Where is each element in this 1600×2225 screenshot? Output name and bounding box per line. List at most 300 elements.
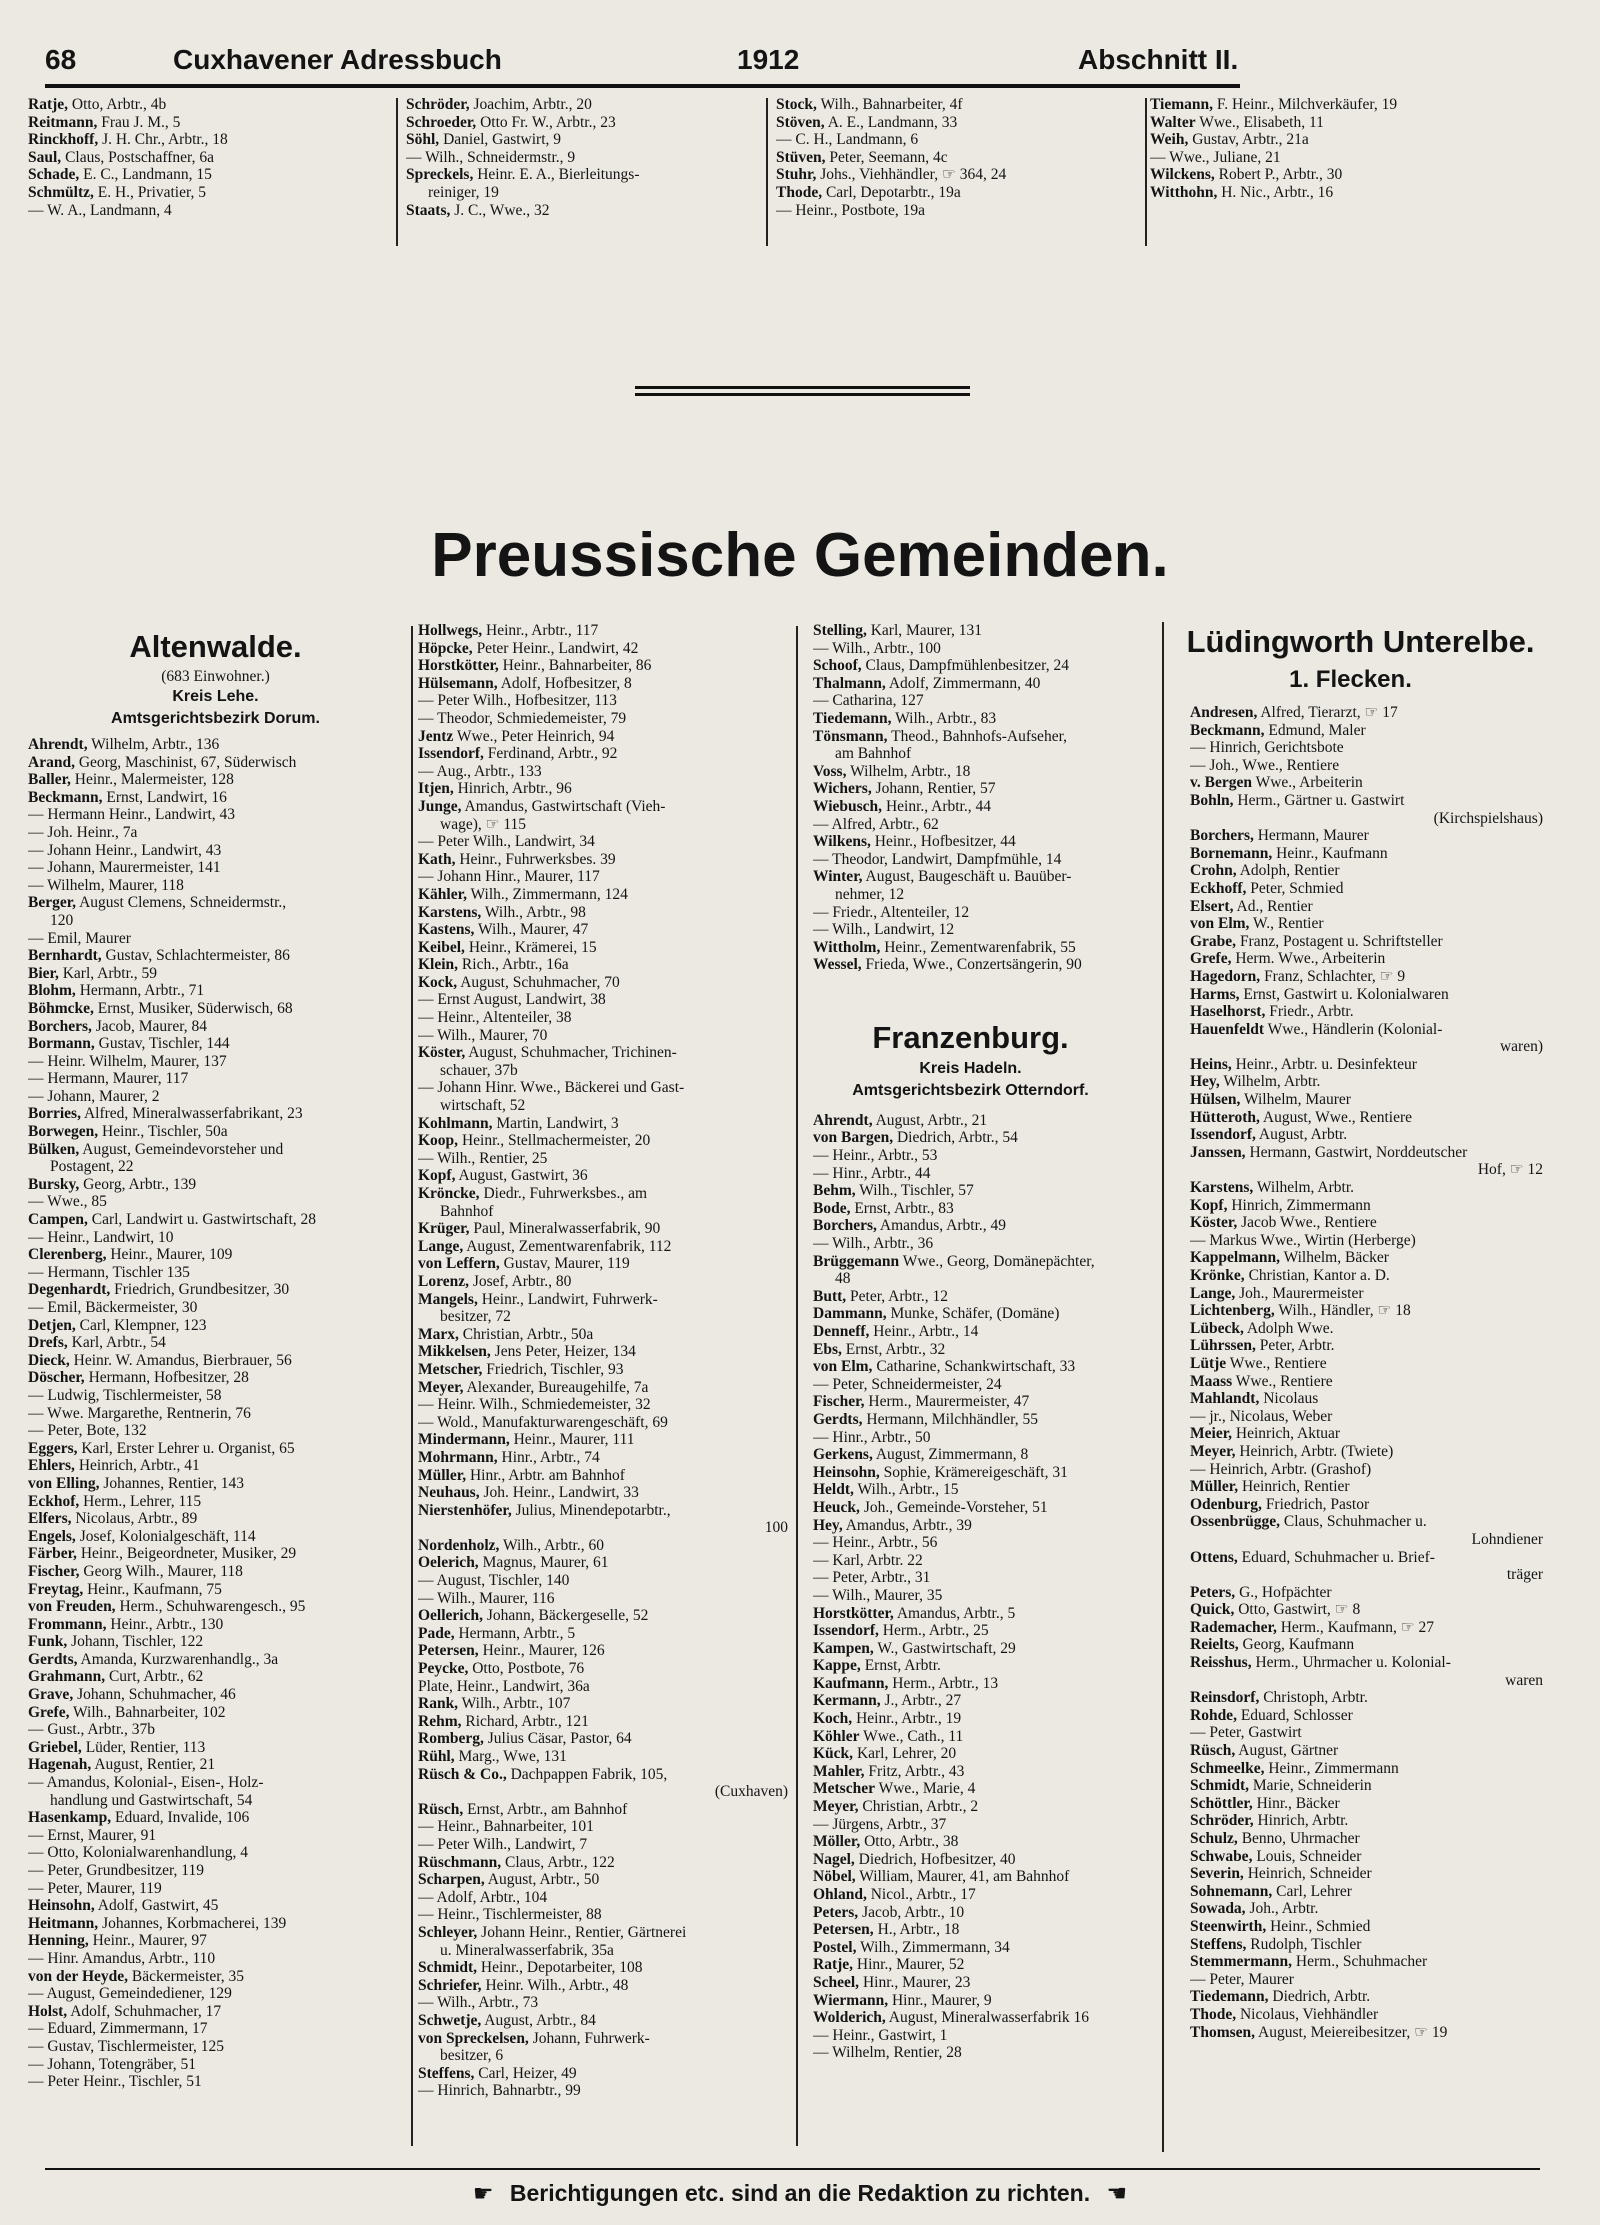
entry-details: — Hermann, Maurer, 117 xyxy=(28,1070,189,1088)
entry-surname: Sowada, xyxy=(1190,1900,1246,1918)
entry-list-continued xyxy=(783,622,1158,974)
entry-details: Ernst, Musiker, Süderwisch, 68 xyxy=(93,999,293,1017)
entry-details: Alfred, Mineralwasserfabrikant, 23 xyxy=(80,1105,303,1123)
directory-entry xyxy=(418,1836,788,1854)
directory-entry xyxy=(813,1517,1158,1535)
directory-entry xyxy=(1190,1461,1543,1479)
entry-details: Heinrich, Schneider xyxy=(1243,1865,1372,1883)
entry-details: Jens Peter, Heizer, 134 xyxy=(490,1343,636,1361)
entry-details: — Wilh., Maurer, 116 xyxy=(418,1589,555,1607)
entry-details: Hermann, Arbtr., 5 xyxy=(454,1624,576,1642)
entry-details: Johann, Tischler, 122 xyxy=(67,1633,204,1651)
entry-surname: Kohlmann, xyxy=(418,1114,493,1132)
entry-details: — Wilh., Arbtr., 36 xyxy=(813,1235,934,1253)
entry-surname: Müller, xyxy=(1190,1478,1239,1496)
entry-details: — Johann, Totengräber, 51 xyxy=(28,2055,197,2073)
directory-entry xyxy=(28,1422,403,1440)
entry-details: — Gust., Arbtr., 37b xyxy=(28,1721,156,1739)
directory-entry xyxy=(1190,1707,1543,1725)
column-altenwalde xyxy=(28,622,403,2091)
directory-entry xyxy=(418,816,788,834)
entry-surname: Beckmann, xyxy=(1190,721,1265,739)
entry-surname: Eckhoff, xyxy=(1190,879,1247,897)
entry-details: Heinr. Wilh., Arbtr., 48 xyxy=(481,1976,629,1994)
double-rule-bottom xyxy=(635,393,970,396)
entry-details: Diedrich, Arbtr. xyxy=(1268,1988,1371,2006)
entry-surname: Neuhaus, xyxy=(418,1484,480,1502)
entry-details: Diedrich, Hofbesitzer, 40 xyxy=(854,1850,1016,1868)
directory-entry xyxy=(28,947,403,965)
entry-details: wirtschaft, 52 xyxy=(440,1097,526,1115)
directory-entry xyxy=(28,1545,403,1563)
entry-details: Adolf, Zimmermann, 40 xyxy=(885,674,1041,692)
entry-surname: Stüven, xyxy=(776,148,826,166)
entry-details: Wwe., Händlerin (Kolonial- xyxy=(1264,1020,1443,1038)
entry-details: — Peter, Maurer xyxy=(1190,1970,1294,1988)
entry-details: Eduard, Schuhmacher u. Brief- xyxy=(1237,1548,1435,1566)
entry-surname: Nierstenhöfer, xyxy=(418,1501,512,1519)
entry-surname: Heinsohn, xyxy=(28,1897,95,1915)
entry-surname: Heuck, xyxy=(813,1498,860,1516)
entry-details: Christian, Kantor a. D. xyxy=(1244,1267,1390,1284)
entry-surname: Drefs, xyxy=(28,1334,68,1352)
directory-entry xyxy=(1190,1830,1543,1848)
entry-surname: Krönke, xyxy=(1190,1267,1245,1284)
entry-details: Johannes, Korbmacherei, 139 xyxy=(98,1914,287,1932)
entry-details: — Otto, Kolonialwarenhandlung, 4 xyxy=(28,1844,248,1862)
entry-surname: Grefe, xyxy=(28,1703,70,1721)
entry-details: Jacob, Arbtr., 10 xyxy=(858,1903,965,1921)
entry-details: Christian, Arbtr., 2 xyxy=(858,1798,979,1816)
directory-entry xyxy=(1150,96,1550,114)
directory-entry xyxy=(418,1079,788,1097)
entry-details: J., Arbtr., 27 xyxy=(880,1692,962,1710)
entry-details: — Wilh., Arbtr., 100 xyxy=(813,639,941,657)
directory-entry xyxy=(1190,704,1543,722)
directory-entry xyxy=(813,692,1158,710)
entry-surname: Itjen, xyxy=(418,780,454,798)
entry-details: Friedr., Arbtr. xyxy=(1265,1003,1354,1021)
entry-details: Herm., Gärtner u. Gastwirt xyxy=(1233,791,1405,809)
entry-surname: Tönsmann, xyxy=(813,727,888,745)
directory-entry xyxy=(418,1414,788,1432)
entry-surname: Eckhof, xyxy=(28,1492,80,1510)
entry-surname: Lange, xyxy=(418,1237,464,1255)
entry-surname: Schmeelke, xyxy=(1190,1759,1265,1777)
entry-details: Wilh., Arbtr., 60 xyxy=(499,1536,604,1554)
entry-details: Amandus, Gastwirtschaft (Vieh- xyxy=(461,797,666,815)
entry-surname: Detjen, xyxy=(28,1316,76,1334)
directory-entry xyxy=(418,2030,788,2048)
entry-details: — Wilh., Maurer, 35 xyxy=(813,1586,943,1604)
entry-details: August, Zementwarenfabrik, 112 xyxy=(463,1237,672,1255)
entry-surname: Hollwegs, xyxy=(418,622,483,639)
entry-details: — Peter Heinr., Tischler, 51 xyxy=(28,2073,202,2091)
entry-details: G., Hofpächter xyxy=(1235,1583,1332,1601)
entry-details: Benno, Uhrmacher xyxy=(1237,1830,1360,1847)
directory-entry xyxy=(1190,1883,1543,1901)
directory-entry xyxy=(813,1622,1158,1640)
entry-details: — Wilh., Arbtr., 73 xyxy=(418,1994,539,2012)
entry-details: Carl, Landwirt u. Gastwirtschaft, 28 xyxy=(87,1211,316,1229)
entry-surname: Tiedemann, xyxy=(813,709,892,727)
directory-entry xyxy=(418,745,788,763)
entry-details: Hinr., Maurer, 9 xyxy=(888,1991,992,2009)
directory-entry xyxy=(418,1977,788,1995)
directory-entry xyxy=(1190,1654,1543,1672)
directory-entry xyxy=(1190,1056,1543,1074)
directory-entry xyxy=(1190,1513,1543,1531)
directory-entry xyxy=(28,131,383,149)
entry-details: Otto, Gastwirt, ☞ 8 xyxy=(1234,1601,1361,1619)
directory-entry xyxy=(813,1640,1158,1658)
entry-surname: Kopf, xyxy=(1190,1196,1228,1214)
directory-entry xyxy=(813,1939,1158,1957)
directory-entry xyxy=(28,1581,403,1599)
entry-surname: Lange, xyxy=(1190,1284,1236,1302)
directory-entry xyxy=(813,1886,1158,1904)
entry-details: Otto, Arbtr., 4b xyxy=(68,96,167,113)
directory-entry xyxy=(406,114,776,132)
entry-details: — Hinrich, Bahnarbtr., 99 xyxy=(418,2082,581,2100)
directory-entry xyxy=(813,1182,1158,1200)
entry-details: — Wold., Manufakturwarengeschäft, 69 xyxy=(418,1413,668,1431)
entry-surname: v. Bergen xyxy=(1190,774,1252,792)
directory-entry xyxy=(28,824,403,842)
entry-surname: Hey, xyxy=(813,1516,843,1534)
entry-details: Herm., Uhrmacher u. Kolonial- xyxy=(1251,1654,1451,1672)
entry-surname: Clerenberg, xyxy=(28,1246,107,1264)
directory-entry xyxy=(1190,792,1543,810)
entry-surname: Lorenz, xyxy=(418,1272,469,1290)
directory-entry xyxy=(28,1387,403,1405)
entry-surname: Schoof, xyxy=(813,657,862,675)
directory-entry xyxy=(28,1035,403,1053)
entry-surname: Elfers, xyxy=(28,1510,72,1528)
directory-entry xyxy=(28,1844,403,1862)
entry-surname: Wilckens, xyxy=(1150,166,1215,184)
entry-details: — Heinr., Bahnarbeiter, 101 xyxy=(418,1818,594,1836)
entry-details: Nicolaus xyxy=(1259,1390,1319,1408)
entry-details: — Peter, Bote, 132 xyxy=(28,1422,147,1440)
directory-entry xyxy=(28,930,403,948)
directory-entry xyxy=(813,956,1158,974)
entry-surname: Scharpen, xyxy=(418,1871,485,1889)
entry-surname: Brüggemann xyxy=(813,1252,900,1270)
entry-surname: Grefe, xyxy=(1190,950,1232,968)
directory-entry xyxy=(418,1625,788,1643)
directory-entry xyxy=(418,728,788,746)
entry-details: Bahnhof xyxy=(440,1202,494,1220)
entry-surname: Schröder, xyxy=(406,96,470,113)
directory-entry xyxy=(813,1605,1158,1623)
directory-entry xyxy=(418,833,788,851)
directory-entry xyxy=(28,789,403,807)
entry-surname: Baller, xyxy=(28,771,71,789)
directory-entry xyxy=(813,710,1158,728)
entry-surname: Ebs, xyxy=(813,1340,842,1358)
entry-surname: Kermann, xyxy=(813,1692,881,1710)
entry-surname: von Freuden, xyxy=(28,1598,116,1616)
directory-entry xyxy=(813,921,1158,939)
entry-surname: von Elling, xyxy=(28,1474,100,1492)
directory-entry xyxy=(813,1921,1158,1939)
entry-details: Heinr., Schmied xyxy=(1266,1917,1371,1935)
entry-surname: Wittholm, xyxy=(813,938,881,956)
year: 1912 xyxy=(737,44,800,75)
entry-surname: Nordenholz, xyxy=(418,1536,500,1554)
entry-details: Adolf, Schuhmacher, 17 xyxy=(67,2002,222,2020)
entry-surname: Böhmcke, xyxy=(28,999,94,1017)
entry-details: waren) xyxy=(1499,1038,1543,1056)
directory-entry xyxy=(418,640,788,658)
entry-surname: Koch, xyxy=(813,1710,853,1728)
entry-details: Herm., Schuhmacher xyxy=(1292,1953,1428,1971)
directory-entry xyxy=(418,1484,788,1502)
entry-details: Peter, Seemann, 4c xyxy=(825,148,948,166)
directory-entry xyxy=(1190,968,1543,986)
entry-surname: Severin, xyxy=(1190,1865,1244,1883)
directory-entry xyxy=(28,1457,403,1475)
directory-entry xyxy=(418,1766,788,1784)
directory-entry xyxy=(1190,1795,1543,1813)
entry-details: Joachim, Arbtr., 20 xyxy=(469,96,592,113)
entry-details: Hinr., Maurer, 23 xyxy=(859,1973,971,1991)
entry-surname: Hasenkamp, xyxy=(28,1809,112,1827)
directory-entry xyxy=(418,1361,788,1379)
entry-surname: Nagel, xyxy=(813,1850,855,1868)
directory-entry xyxy=(1190,1672,1543,1690)
entry-surname: Ohland, xyxy=(813,1886,867,1903)
entry-details: August, Schuhmacher, Trichinen- xyxy=(465,1044,677,1062)
directory-entry xyxy=(418,1994,788,2012)
entry-details: Hinrich, Arbtr. xyxy=(1253,1812,1349,1830)
entry-details: Friedrich, Pastor xyxy=(1261,1495,1370,1513)
book-title: Cuxhavener Adressbuch xyxy=(173,44,502,75)
entry-details: Hinr., Arbtr. am Bahnhof xyxy=(466,1466,625,1484)
entry-surname: Blohm, xyxy=(28,982,76,1000)
entry-details: Heinr., Maurer, 126 xyxy=(478,1642,605,1660)
directory-entry xyxy=(813,1763,1158,1781)
top-column-4 xyxy=(1150,96,1550,202)
entry-surname: Bülken, xyxy=(28,1140,80,1158)
directory-entry xyxy=(813,798,1158,816)
entry-surname: Sohnemann, xyxy=(1190,1882,1273,1900)
entry-surname: Kastens, xyxy=(418,921,475,939)
directory-entry xyxy=(28,1158,403,1176)
entry-details: Munke, Schäfer, (Domäne) xyxy=(886,1305,1060,1323)
directory-entry xyxy=(1190,1144,1543,1162)
entry-details: — Catharina, 127 xyxy=(813,692,924,710)
directory-entry xyxy=(1190,950,1543,968)
entry-details: H. Nic., Arbtr., 16 xyxy=(1217,183,1334,201)
entry-surname: Saul, xyxy=(28,148,62,166)
directory-entry xyxy=(1190,1936,1543,1954)
entry-surname: Färber, xyxy=(28,1545,77,1563)
entry-details: Hermann, Gastwirt, Norddeutscher xyxy=(1245,1143,1468,1161)
entry-details: Franz, Postagent u. Schriftsteller xyxy=(1236,932,1443,950)
entry-details: — Markus Wwe., Wirtin (Herberge) xyxy=(1190,1231,1416,1249)
directory-entry xyxy=(28,1668,403,1686)
entry-details: Ernst, Arbtr., 32 xyxy=(841,1340,946,1358)
column-divider xyxy=(396,98,398,246)
directory-entry xyxy=(813,868,1158,886)
entry-details: — Peter Wilh., Landwirt, 7 xyxy=(418,1835,588,1853)
pointing-hand-left-icon: ☚ xyxy=(1106,2180,1128,2206)
entry-surname: Odenburg, xyxy=(1190,1495,1262,1513)
entry-details: Hinr., Bäcker xyxy=(1252,1794,1340,1812)
directory-entry xyxy=(813,1974,1158,1992)
entry-details: — Peter, Schneidermeister, 24 xyxy=(813,1375,1002,1393)
entry-details: Claus, Schuhmacher u. xyxy=(1280,1513,1427,1531)
entry-surname: Borries, xyxy=(28,1105,81,1123)
entry-surname: Rüsch & Co., xyxy=(418,1765,507,1783)
directory-entry xyxy=(28,2020,403,2038)
directory-entry xyxy=(1190,1742,1543,1760)
entry-surname: Witthohn, xyxy=(1150,183,1218,201)
entry-details: — Johann, Maurermeister, 141 xyxy=(28,859,221,877)
entry-details: — Aug., Arbtr., 133 xyxy=(418,762,542,780)
entry-surname: Bier, xyxy=(28,964,59,982)
entry-surname: Frommann, xyxy=(28,1615,107,1633)
directory-entry xyxy=(28,1070,403,1088)
entry-details: Peter, Arbtr., 12 xyxy=(846,1287,949,1305)
entry-details: August, Arbtr., 21 xyxy=(872,1111,988,1129)
entry-details: Josef, Kolonialgeschäft, 114 xyxy=(75,1527,256,1545)
entry-surname: Kappe, xyxy=(813,1657,861,1675)
entry-details: (Kirchspielshaus) xyxy=(1433,809,1543,827)
entry-surname: Maass xyxy=(1190,1372,1233,1390)
entry-details: — Heinr., Landwirt, 10 xyxy=(28,1228,174,1246)
entry-details: — Joh. Heinr., 7a xyxy=(28,823,138,841)
top-continuation-block xyxy=(28,96,1548,256)
entry-surname: Grabe, xyxy=(1190,932,1237,950)
entry-details: Wilhelm, Arbtr., 18 xyxy=(846,762,971,780)
entry-details: Heinr., Bahnarbeiter, 86 xyxy=(498,657,652,675)
entry-surname: Rühl, xyxy=(418,1748,455,1765)
directory-entry xyxy=(418,1308,788,1326)
directory-entry xyxy=(418,1062,788,1080)
entry-surname: Marx, xyxy=(418,1325,459,1343)
entry-surname: Keibel, xyxy=(418,938,465,956)
entry-surname: Hauenfeldt xyxy=(1190,1020,1265,1038)
directory-entry xyxy=(28,842,403,860)
entry-details: 48 xyxy=(835,1270,851,1288)
entry-surname: Degenhardt, xyxy=(28,1281,111,1299)
directory-entry xyxy=(776,114,1146,132)
entry-details: August Clemens, Schneidermstr., xyxy=(76,894,287,912)
entry-details: Ernst, Arbtr., 83 xyxy=(850,1199,954,1217)
entry-surname: Schriefer, xyxy=(418,1976,482,1994)
entry-details: J. C., Wwe., 32 xyxy=(450,201,550,219)
entry-details: Johann, Rentier, 57 xyxy=(871,780,996,798)
entry-surname: Wolderich, xyxy=(813,2009,886,2027)
entry-details: Wwe., Cath., 11 xyxy=(859,1727,964,1745)
entry-details: — Peter Wilh., Landwirt, 34 xyxy=(418,833,595,851)
entry-surname: Schöttler, xyxy=(1190,1794,1253,1812)
directory-entry xyxy=(418,2065,788,2083)
directory-entry xyxy=(813,640,1158,658)
entry-list-franzenburg xyxy=(783,1112,1158,2062)
entry-surname: Heitmann, xyxy=(28,1914,99,1932)
directory-entry xyxy=(406,149,776,167)
entry-details: Heinr., Beigeordneter, Musiker, 29 xyxy=(76,1545,297,1563)
entry-details: Adolf, Gastwirt, 45 xyxy=(94,1897,219,1915)
directory-entry xyxy=(813,1323,1158,1341)
entry-surname: Crohn, xyxy=(1190,862,1237,880)
directory-entry xyxy=(418,1660,788,1678)
entry-details: Heinrich, Arbtr., 41 xyxy=(74,1457,200,1475)
entry-surname: Kock, xyxy=(418,973,458,991)
main-columns xyxy=(28,622,1573,2162)
directory-entry xyxy=(1190,1549,1543,1567)
entry-surname: Campen, xyxy=(28,1211,88,1229)
entry-surname: Mangels, xyxy=(418,1290,478,1308)
entry-surname: Freytag, xyxy=(28,1580,84,1598)
entry-surname: Gerdts, xyxy=(28,1650,78,1668)
entry-surname: Heldt, xyxy=(813,1481,854,1499)
directory-entry xyxy=(28,1880,403,1898)
entry-surname: Peters, xyxy=(1190,1583,1236,1601)
entry-surname: Klein, xyxy=(418,956,459,974)
directory-entry xyxy=(418,2047,788,2065)
directory-entry xyxy=(776,96,1146,114)
entry-surname: Eggers, xyxy=(28,1439,78,1457)
entry-details: Friedrich, Tischler, 93 xyxy=(482,1360,624,1378)
directory-entry xyxy=(418,1009,788,1027)
directory-entry xyxy=(28,1528,403,1546)
directory-entry xyxy=(418,1906,788,1924)
entry-details: Rich., Arbtr., 16a xyxy=(458,956,569,974)
directory-entry xyxy=(418,1590,788,1608)
entry-surname: Wessel, xyxy=(813,956,862,974)
entry-details: Friedrich, Grundbesitzer, 30 xyxy=(110,1281,290,1299)
entry-details: Wilh., Arbtr., 15 xyxy=(853,1481,959,1499)
entry-surname: Heins, xyxy=(1190,1055,1232,1073)
directory-entry xyxy=(1190,757,1543,775)
entry-details: Josef, Arbtr., 80 xyxy=(468,1272,572,1290)
entry-details: — Heinr., Arbtr., 53 xyxy=(813,1147,938,1165)
entry-surname: Karstens, xyxy=(418,903,482,921)
directory-entry xyxy=(418,622,788,640)
entry-details: Nicolaus, Arbtr., 89 xyxy=(71,1510,198,1528)
entry-details: Wwe., Georg, Domänepächter, xyxy=(899,1252,1095,1270)
entry-details: J. H. Chr., Arbtr., 18 xyxy=(98,131,228,149)
directory-entry xyxy=(418,1396,788,1414)
directory-entry xyxy=(28,2038,403,2056)
directory-entry xyxy=(813,1235,1158,1253)
entry-surname: Nöbel, xyxy=(813,1868,856,1886)
entry-surname: Schroeder, xyxy=(406,113,477,131)
entry-surname: von der Heyde, xyxy=(28,1967,129,1985)
entry-details: F. Heinr., Milchverkäufer, 19 xyxy=(1213,96,1398,113)
directory-entry xyxy=(813,1147,1158,1165)
entry-details: Wwe., Arbeiterin xyxy=(1252,774,1363,792)
entry-details: — Wilh., Rentier, 25 xyxy=(418,1149,548,1167)
entry-surname: Grave, xyxy=(28,1686,74,1704)
directory-entry xyxy=(28,2056,403,2074)
directory-entry xyxy=(1190,1865,1543,1883)
entry-surname: Petersen, xyxy=(418,1642,479,1660)
directory-entry xyxy=(28,1774,403,1792)
column-divider xyxy=(1145,98,1147,246)
entry-surname: Oelerich, xyxy=(418,1554,479,1572)
entry-surname: Kaufmann, xyxy=(813,1674,889,1692)
directory-entry xyxy=(813,1217,1158,1235)
directory-entry xyxy=(813,1992,1158,2010)
directory-entry xyxy=(1190,1443,1543,1461)
entry-details: — Heinr., Tischlermeister, 88 xyxy=(418,1906,602,1924)
